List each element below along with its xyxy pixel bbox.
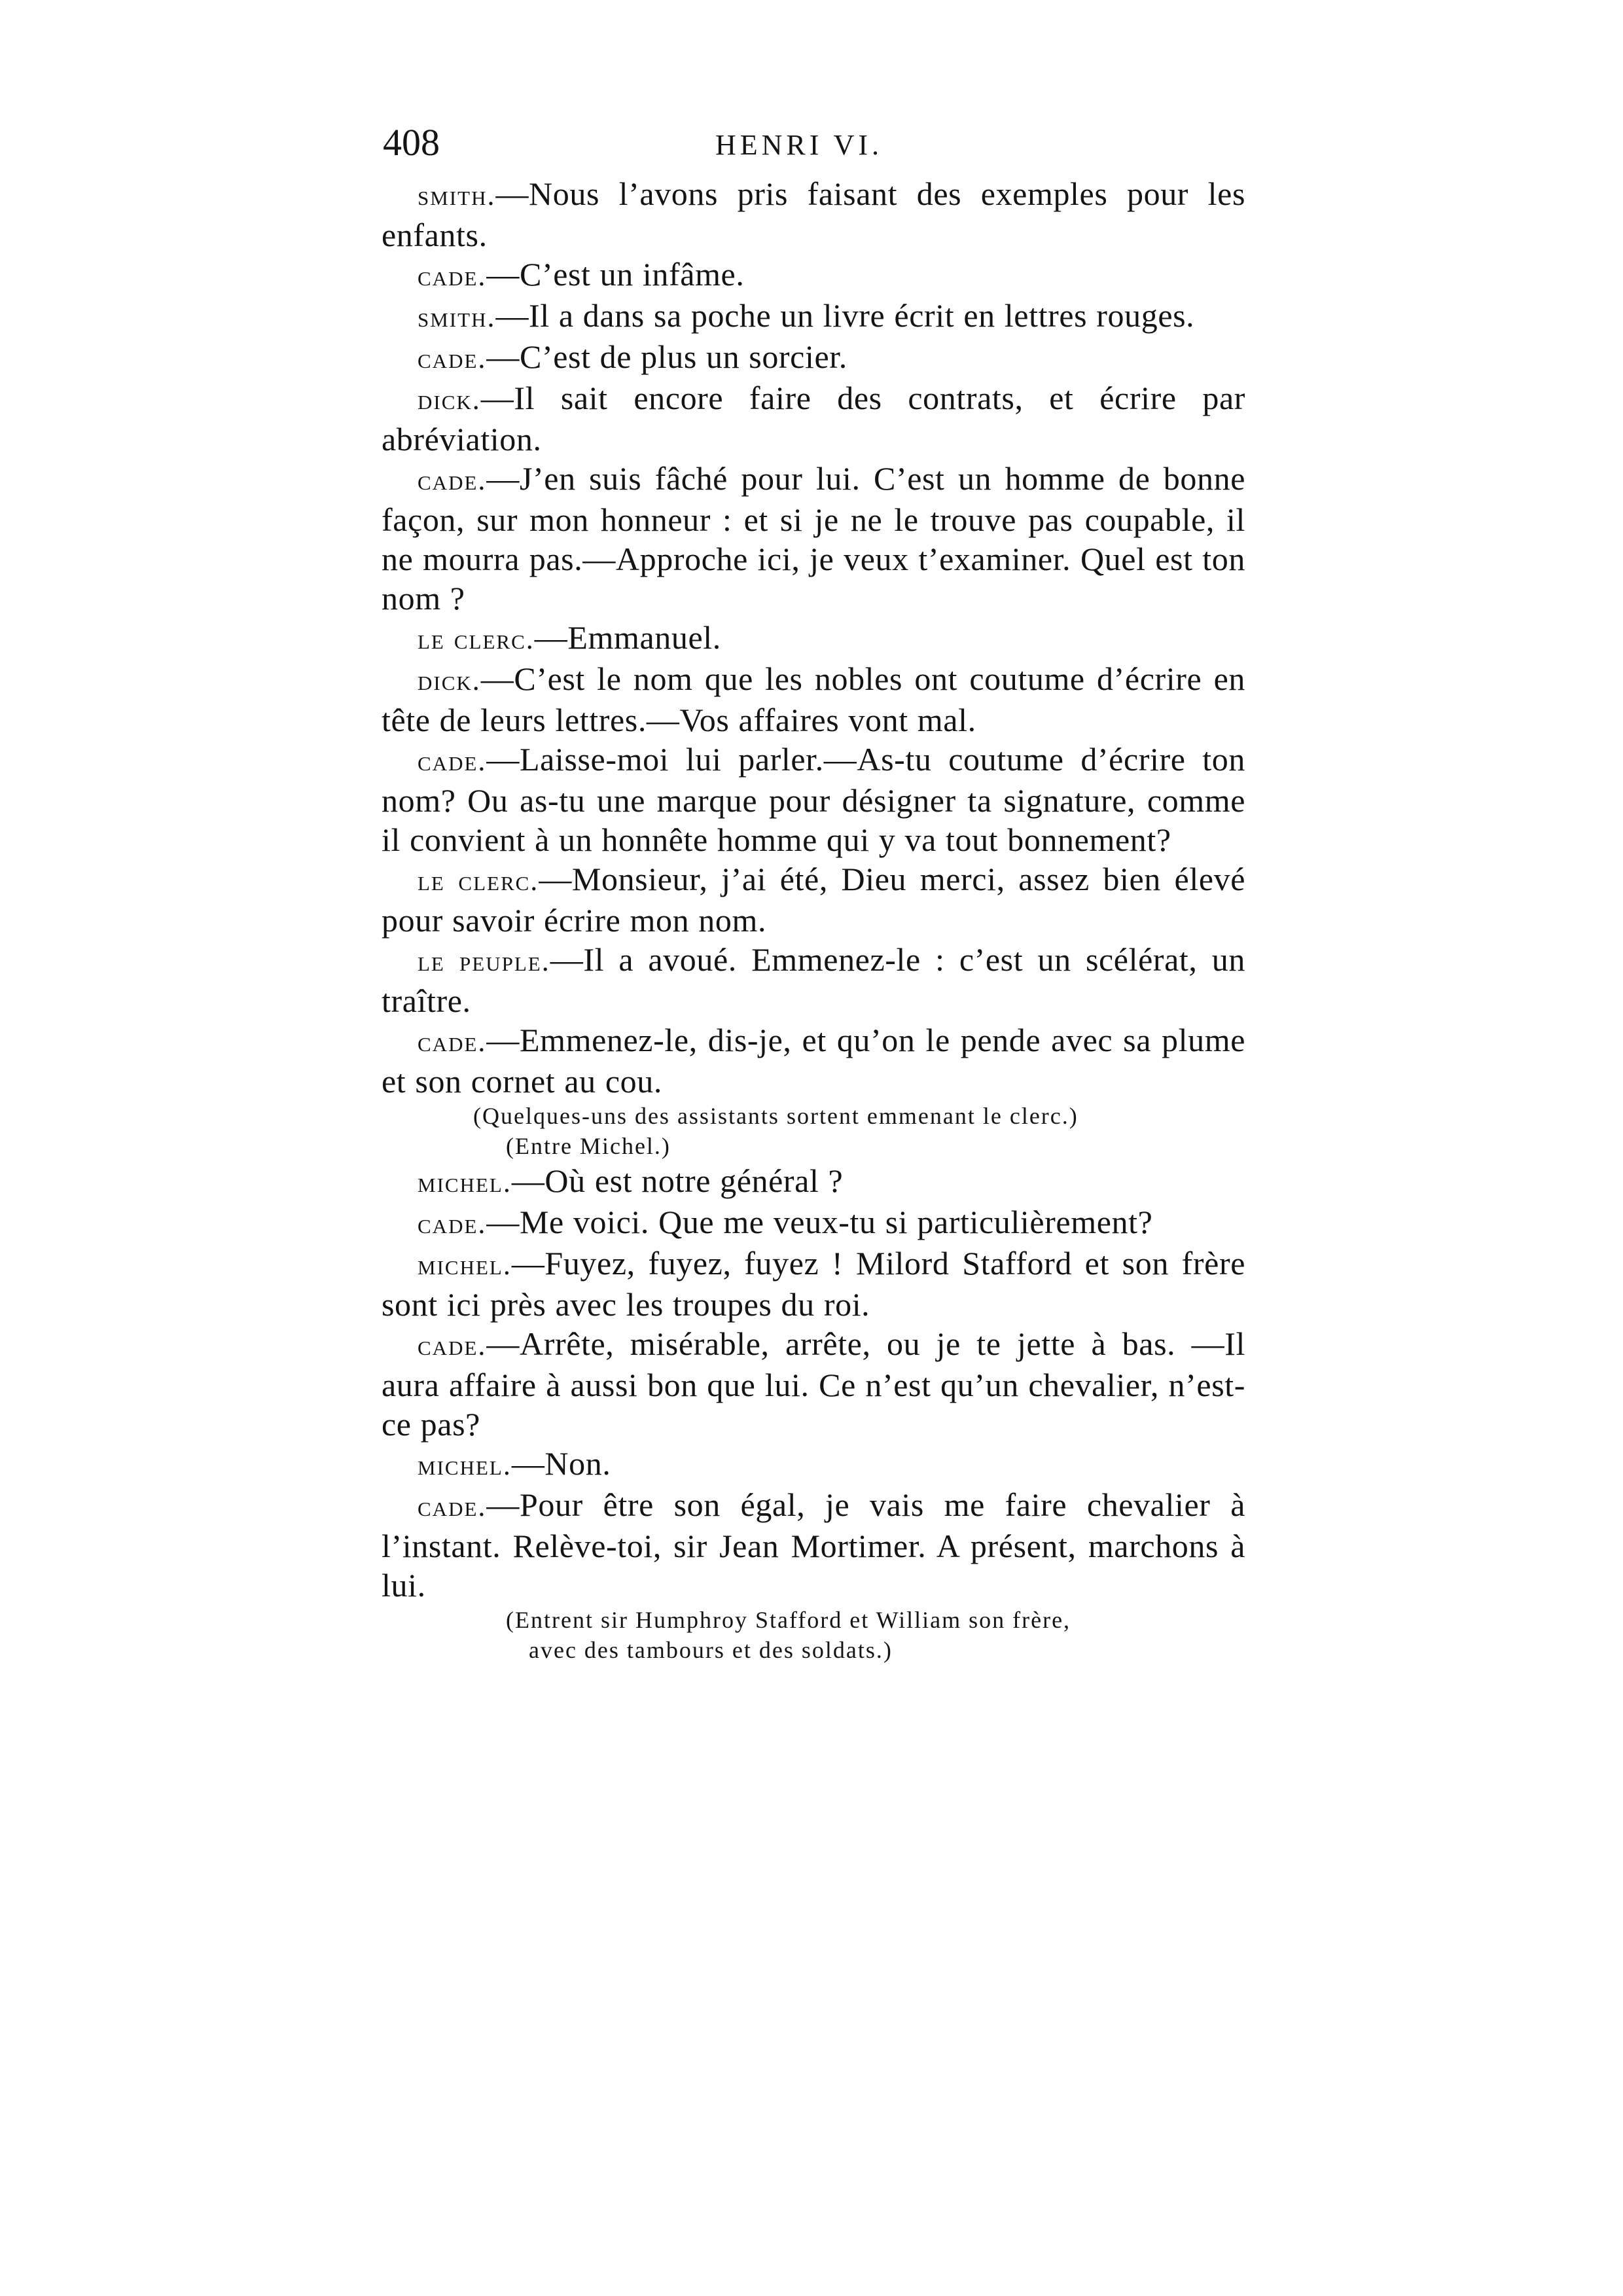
- speech-text: —Me voici. Que me veux-tu si particulièrement?: [486, 1204, 1153, 1240]
- speaker-name: cade.: [418, 1026, 487, 1058]
- speech-text: —Fuyez, fuyez, fuyez ! Milord Stafford et son frère sont ici près avec les troupes du roi.: [382, 1245, 1245, 1323]
- running-head: HENRI VI.: [715, 129, 883, 161]
- dialogue-line: [382, 1244, 1245, 1324]
- speaker-name: cade.: [418, 1329, 487, 1361]
- speech-text: —Il a dans sa poche un livre écrit en lettres rouges.: [495, 297, 1195, 334]
- speaker-name: dick.: [418, 384, 481, 416]
- speech-text: —Emmenez-le, dis-je, et qu’on le pende avec sa plume et son cornet au cou.: [382, 1022, 1245, 1100]
- dialogue-line: [382, 1324, 1245, 1444]
- speech-text: —Il sait encore faire des contrats, et écrire par abréviation.: [382, 380, 1245, 457]
- speaker-name: michel.: [418, 1249, 512, 1281]
- page-number: 408: [383, 121, 440, 164]
- speech-text: —Nous l’avons pris faisant des exemples pour les enfants.: [382, 175, 1245, 253]
- dialogue-line: [382, 1485, 1245, 1605]
- speaker-name: le clerc.: [418, 623, 535, 655]
- speech-text: —Arrête, misérable, arrête, ou je te jette à bas. —Il aura affaire à aussi bon que lui. Ce n’est qu’un chevalier, n’est-ce pas?: [382, 1325, 1245, 1443]
- dialogue-line: [382, 1161, 1245, 1202]
- stage-direction: (Entre Michel.): [506, 1133, 671, 1159]
- stage-direction: (Quelques-uns des assistants sortent emmenant le clerc.): [473, 1103, 1079, 1129]
- speech-text: —C’est un infâme.: [486, 256, 745, 293]
- speech-text: —Il a avoué. Emmenez-le : c’est un scélérat, un traître.: [382, 941, 1245, 1019]
- dialogue-line: [382, 940, 1245, 1020]
- speech-text: —C’est le nom que les nobles ont coutume d’écrire en tête de leurs lettres.—Vos affaires vont mal.: [382, 660, 1245, 738]
- dialogue-line: [382, 1020, 1245, 1101]
- dialogue-line: [382, 296, 1245, 337]
- speaker-name: cade.: [418, 745, 487, 777]
- play-text: [382, 174, 1245, 1665]
- speaker-name: smith.: [418, 179, 496, 211]
- speaker-name: le clerc.: [418, 865, 539, 897]
- dialogue-line: [382, 1202, 1245, 1244]
- stage-direction: (Entrent sir Humphroy Stafford et William son frère,: [506, 1607, 1071, 1633]
- dialogue-line: [382, 174, 1245, 255]
- speech-text: —Emmanuel.: [534, 619, 721, 656]
- dialogue-line: [382, 378, 1245, 459]
- speech-text: —Non.: [511, 1445, 611, 1482]
- speech-text: —Monsieur, j’ai été, Dieu merci, assez bien élevé pour savoir écrire mon nom.: [382, 861, 1245, 939]
- speaker-name: cade.: [418, 1208, 487, 1240]
- speaker-name: cade.: [418, 342, 487, 374]
- dialogue-line: [382, 337, 1245, 378]
- speech-text: —C’est de plus un sorcier.: [486, 338, 847, 375]
- dialogue-line: [382, 618, 1245, 659]
- dialogue-line: [382, 740, 1245, 859]
- speech-text: —J’en suis fâché pour lui. C’est un homme de bonne façon, sur mon honneur : et si je ne le trouve pas coupable, il ne mourra pas.—Approche ici, je veux t’examiner. Quel est ton nom ?: [382, 460, 1245, 617]
- speaker-name: le peuple.: [418, 945, 550, 977]
- speaker-name: michel.: [418, 1166, 512, 1198]
- speaker-name: smith.: [418, 301, 496, 333]
- page-header: [383, 117, 1260, 169]
- speaker-name: cade.: [418, 1490, 487, 1522]
- speaker-name: cade.: [418, 260, 487, 292]
- dialogue-line: [382, 255, 1245, 296]
- speaker-name: cade.: [418, 464, 487, 496]
- dialogue-line: [382, 659, 1245, 740]
- speech-text: —Laisse-moi lui parler.—As-tu coutume d’écrire ton nom? Ou as-tu une marque pour désigner ta signature, comme il convient à un honnête homme qui y va tout bonnement?: [382, 741, 1245, 858]
- stage-direction: avec des tambours et des soldats.): [529, 1637, 893, 1663]
- dialogue-line: [382, 459, 1245, 618]
- speech-text: —Pour être son égal, je vais me faire chevalier à l’instant. Relève-toi, sir Jean Mortimer. A présent, marchons à lui.: [382, 1486, 1245, 1604]
- speaker-name: michel.: [418, 1449, 512, 1481]
- speaker-name: dick.: [418, 664, 481, 696]
- speech-text: —Où est notre général ?: [511, 1162, 844, 1199]
- dialogue-line: [382, 859, 1245, 940]
- dialogue-line: [382, 1444, 1245, 1485]
